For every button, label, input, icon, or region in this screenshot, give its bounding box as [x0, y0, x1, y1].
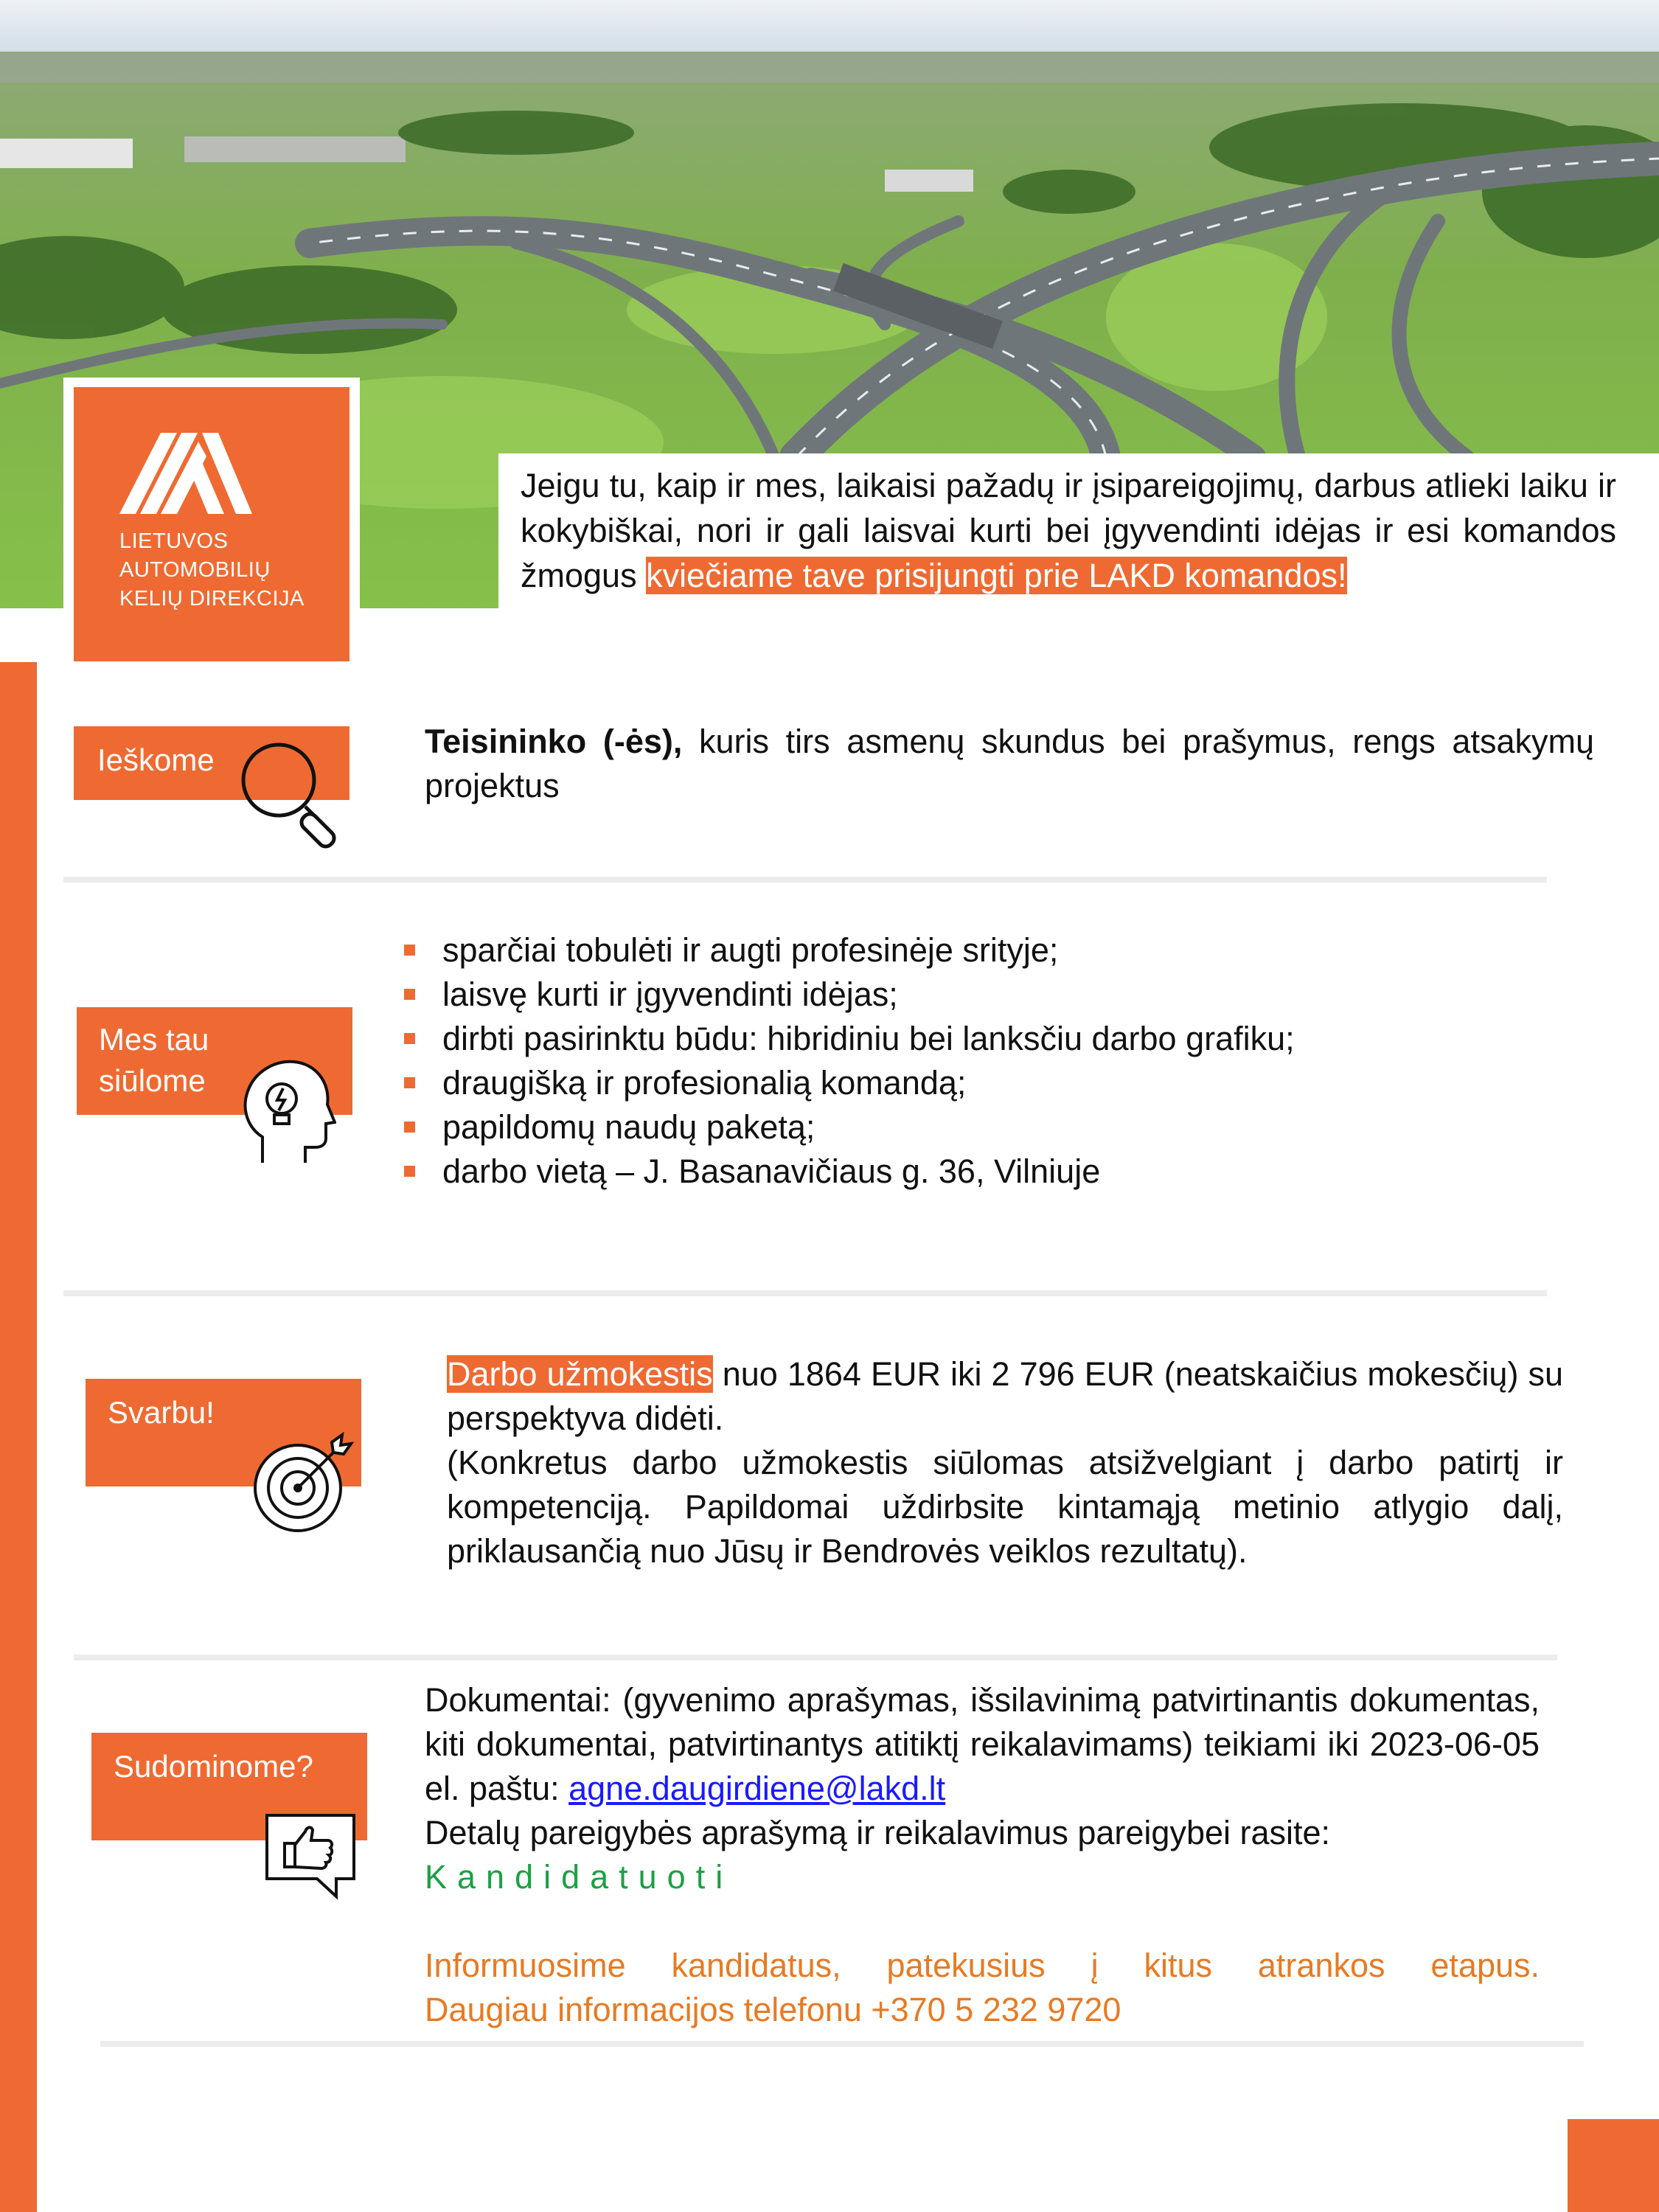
- info-line-2: Daugiau informacijos telefonu +370 5 232 9720: [425, 1991, 1121, 2028]
- divider-3: [74, 1655, 1557, 1660]
- seeking-paragraph: [425, 720, 1594, 808]
- divider-4: [100, 2041, 1584, 2047]
- offer-item-text: sparčiai tobulėti ir augti profesinėje srityje;: [442, 931, 1059, 969]
- divider-2: [63, 1290, 1547, 1296]
- offer-item-text: draugišką ir profesionalią komandą;: [442, 1064, 967, 1102]
- bullet-square-icon: [404, 989, 415, 1000]
- bullet-square-icon: [404, 1121, 415, 1133]
- seeking-label: Ieškome: [97, 742, 215, 777]
- head-lightbulb-icon: [240, 1056, 336, 1166]
- bullet-square-icon: [404, 945, 415, 956]
- seeking-title: Teisininko (-ės),: [425, 723, 683, 760]
- offer-label-line-2: siūlome: [99, 1063, 206, 1098]
- interested-label: Sudominome?: [114, 1749, 313, 1784]
- thumbs-up-chat-icon: [262, 1812, 358, 1901]
- intro-paragraph: [521, 463, 1616, 598]
- logo-text: [119, 527, 305, 613]
- docs-text: Dokumentai: (gyvenimo aprašymas, išsilavinimą patvirtinantis dokumentas, kiti dokumentai, patvirtinantys atitiktį reikalavimams) teikiami iki 2023-06-05 el. paštu:: [425, 1681, 1540, 1807]
- list-item: [404, 928, 1584, 973]
- salary-label: Darbo užmokestis: [447, 1355, 713, 1393]
- intro-highlight: kviečiame tave prisijungti prie LAKD komandos!: [646, 557, 1347, 594]
- list-item: [404, 973, 1584, 1017]
- corner-accent-block: [1568, 2119, 1659, 2212]
- offer-item-text: darbo vietą – J. Basanavičiaus g. 36, Vilniuje: [442, 1152, 1101, 1190]
- email-link[interactable]: agne.daugirdiene@lakd.lt: [568, 1770, 946, 1807]
- offer-item-text: papildomų naudų paketą;: [442, 1108, 815, 1146]
- list-item: [404, 1017, 1584, 1061]
- salary-text: nuo 1864 EUR iki 2 796 EUR (neatskaičius mokesčių) su perspektyva didėti.: [447, 1355, 1563, 1437]
- offer-list: [404, 928, 1584, 1194]
- offer-item-text: dirbti pasirinktu būdu: hibridiniu bei lanksčiu darbo grafiku;: [442, 1020, 1295, 1057]
- seeking-text: kuris tirs asmenų skundus bei prašymus, rengs atsakymų projektus: [425, 723, 1594, 804]
- logo-line-3: KELIŲ DIREKCIJA: [119, 587, 305, 611]
- logo-line-2: AUTOMOBILIŲ: [119, 558, 271, 582]
- salary-note: (Konkretus darbo užmokestis siūlomas atsižvelgiant į darbo patirtį ir kompetenciją. Papildomai uždirbsite kintamąją metinio atlygio dalį, priklausančią nuo Jūsų ir Bendrovės veiklos rezultatų).: [447, 1444, 1563, 1570]
- spacer: [425, 1899, 1540, 1944]
- offer-item-text: laisvę kurti ir įgyvendinti idėjas;: [442, 975, 898, 1013]
- divider-1: [63, 877, 1547, 883]
- bullet-square-icon: [404, 1166, 415, 1177]
- intro-text: Jeigu tu, kaip ir mes, laikaisi pažadų ir įsipareigojimų, darbus atlieki laiku ir kokybiškai, nori ir gali laisvai kurti bei įgyvendinti idėjas ir esi komandos žmogus: [521, 467, 1616, 594]
- important-label: Svarbu!: [108, 1395, 215, 1430]
- interested-paragraph: [425, 1678, 1540, 2032]
- logo-line-1: LIETUVOS: [119, 529, 229, 553]
- road-logo-icon: [119, 433, 252, 514]
- details-text: Detalų pareigybės aprašymą ir reikalavimus pareigybei rasite:: [425, 1814, 1331, 1851]
- apply-link[interactable]: Kandidatuoti: [425, 1858, 734, 1896]
- list-item: [404, 1150, 1584, 1194]
- magnifier-icon: [229, 737, 354, 855]
- info-line-1: Informuosime kandidatus, patekusius į kitus atrankos etapus.: [425, 1947, 1540, 1984]
- bullet-square-icon: [404, 1033, 415, 1044]
- important-paragraph: [447, 1352, 1563, 1573]
- left-accent-strip: [0, 662, 37, 2212]
- list-item: [404, 1061, 1584, 1105]
- offer-label-line-1: Mes tau: [99, 1022, 209, 1057]
- list-item: [404, 1105, 1584, 1150]
- target-arrow-icon: [251, 1432, 354, 1535]
- lakd-logo: [74, 387, 349, 661]
- bullet-square-icon: [404, 1077, 415, 1088]
